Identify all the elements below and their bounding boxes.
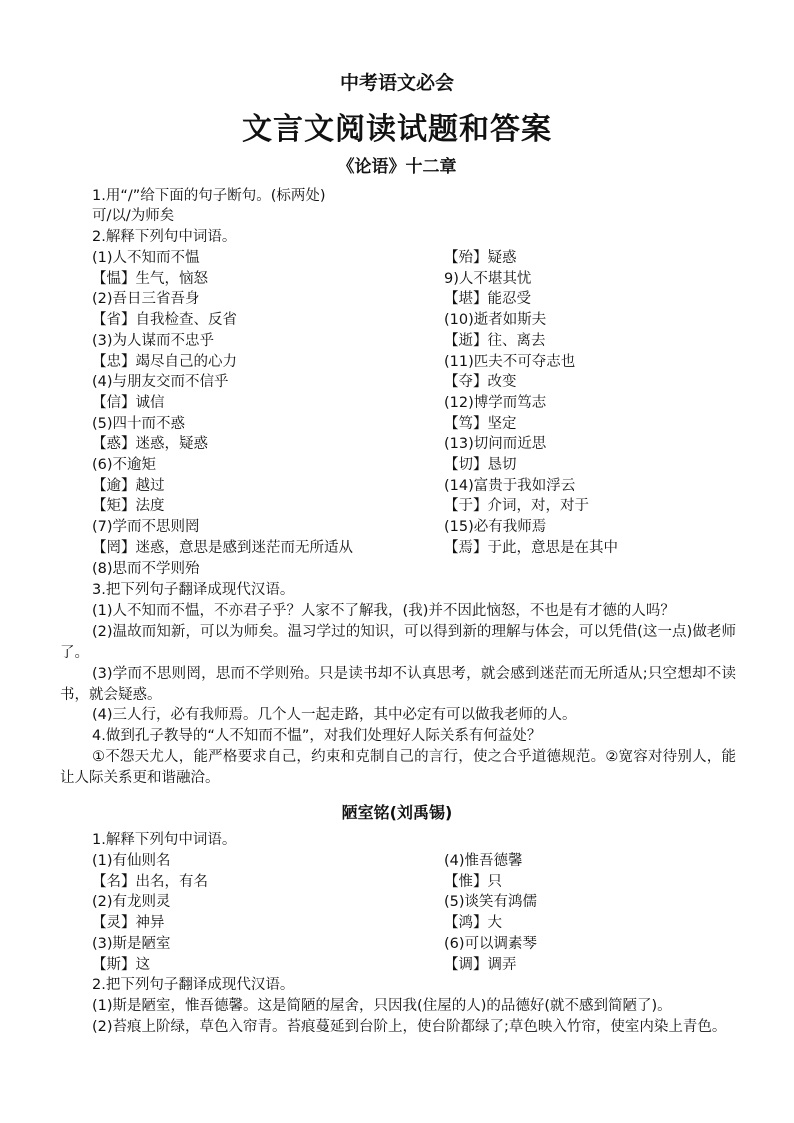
term-line: (3)为人谋而不忠乎 [92, 332, 215, 349]
term-line: (6)不逾矩 [92, 457, 157, 473]
term-line: (2)有龙则灵 [92, 894, 171, 911]
term-line: (4)惟吾德馨 [444, 853, 523, 869]
term-line: 【殆】疑惑 [444, 250, 517, 266]
term-line: (7)学而不思则罔 [92, 519, 200, 536]
lunyu-q3-item-4: (4)三人行，必有我师焉。几个人一起走路，其中必定有可以做我老师的人。 [92, 707, 577, 723]
term-line: 【笃】坚定 [444, 415, 517, 432]
term-line: (13)切问而近思 [444, 436, 547, 453]
doc-title: 文言文阅读试题和答案 [242, 112, 552, 147]
term-line: 【于】介词，对，对于 [444, 498, 589, 515]
term-line: 【逝】往、离去 [444, 332, 546, 349]
term-line: 【省】自我检查、反省 [92, 312, 237, 329]
term-line: 【鸿】大 [444, 915, 502, 932]
lunyu-q1: 1.用“/”给下面的句子断句。(标两处) [92, 188, 326, 204]
term-line: 【调】调弄 [444, 956, 517, 973]
lunyu-q3-item-2: (2)温故而知新，可以为师矣。温习学过的知识，可以得到新的理解与体会，可以凭借(这一点)做老师了。 [60, 624, 736, 661]
term-line: 【惟】只 [444, 873, 502, 890]
term-line: 【惑】迷惑，疑惑 [92, 436, 208, 453]
term-line: 【逾】越过 [92, 477, 165, 494]
term-line: 【切】恳切 [444, 457, 517, 473]
term-line: 【忠】竭尽自己的心力 [92, 353, 237, 370]
term-line: 【矩】法度 [92, 498, 165, 515]
term-line: (1)有仙则名 [92, 853, 171, 869]
section-title-lunyu: 《论语》十二章 [337, 157, 457, 177]
term-line: (8)思而不学则殆 [92, 560, 200, 577]
term-line: (11)匹夫不可夺志也 [444, 353, 576, 370]
lunyu-q1-answer: 可/以/为师矣 [92, 208, 175, 224]
term-line: 【信】诚信 [92, 394, 165, 411]
doc-kicker: 中考语文必会 [339, 72, 454, 94]
lunyu-q3-item-3: (3)学而不思则罔，思而不学则殆。只是读书却不认真思考，就会感到迷茫而无所适从;只空想却不读书，就会疑惑。 [60, 666, 736, 703]
term-line: (2)吾日三省吾身 [92, 291, 200, 308]
lunyu-q2: 2.解释下列句中词语。 [92, 229, 237, 245]
term-line: (5)四十而不惑 [92, 415, 186, 432]
lunyu-q4: 4.做到孔子教导的“人不知而不愠”，对我们处理好人际关系有何益处？ [92, 728, 542, 744]
term-line: (12)博学而笃志 [444, 394, 547, 411]
loushi-q2-item-1: (1)斯是陋室，惟吾德馨。这是简陋的屋舍，只因我(住屋的人)的品德好(就不感到简陋了)。 [92, 998, 672, 1014]
term-line: (3)斯是陋室 [92, 935, 171, 952]
term-line: 【名】出名，有名 [92, 873, 208, 890]
term-line: 9)人不堪其忧 [444, 270, 532, 287]
term-line: (6)可以调素琴 [444, 935, 538, 952]
term-line: (14)富贵于我如浮云 [444, 477, 576, 494]
term-line: 【夺】改变 [444, 374, 517, 391]
term-line: (10)逝者如斯夫 [444, 312, 547, 329]
term-line: (4)与朋友交而不信乎 [92, 374, 229, 391]
loushi-q2-item-2: (2)苔痕上阶绿，草色入帘青。苔痕蔓延到台阶上，使台阶都绿了;草色映入竹帘，使室内染上青色。 [92, 1019, 727, 1035]
lunyu-q4-answer: ①不怨天尤人，能严格要求自己，约束和克制自己的言行，使之合乎道德规范。②宽容对待别人，能让人际关系更和谐融洽。 [60, 749, 736, 786]
term-line: 【灵】神异 [92, 915, 165, 932]
term-line: (15)必有我师焉 [444, 519, 547, 536]
loushi-q1: 1.解释下列句中词语。 [92, 832, 237, 848]
term-line: (1)人不知而不愠 [92, 250, 200, 266]
term-line: 【愠】生气，恼怒 [92, 270, 208, 287]
term-line: 【焉】于此，意思是在其中 [444, 539, 618, 556]
term-line: 【堪】能忍受 [444, 291, 531, 308]
term-line: (5)谈笑有鸿儒 [444, 894, 538, 911]
term-line: 【斯】这 [92, 956, 150, 973]
lunyu-q3: 3.把下列句子翻译成现代汉语。 [92, 582, 295, 598]
term-line: 【罔】迷惑，意思是感到迷茫而无所适从 [92, 539, 353, 556]
lunyu-q3-item-1: (1)人不知而不愠，不亦君子乎？人家不了解我，(我)并不因此恼怒，不也是有才德的人吗？ [92, 603, 675, 619]
loushi-q2: 2.把下列句子翻译成现代汉语。 [92, 977, 295, 993]
section-title-loushi: 陋室铭(刘禹锡) [341, 803, 453, 822]
